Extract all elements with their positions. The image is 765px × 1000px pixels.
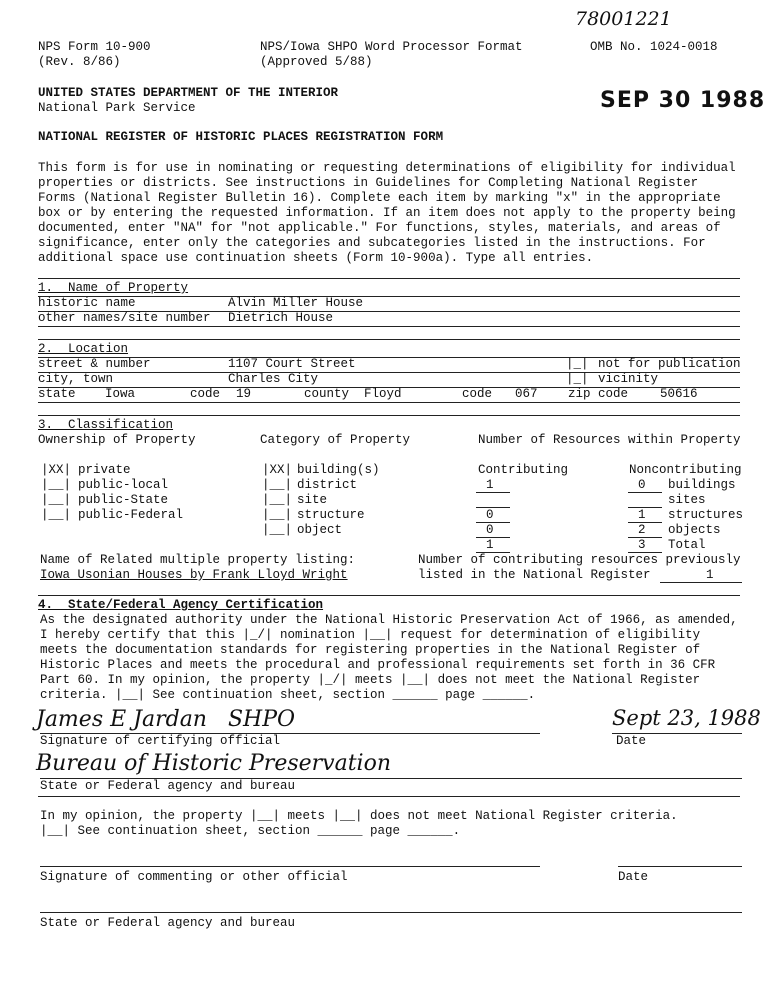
previously-listed-value[interactable]: 1 [706, 568, 714, 582]
accession-number: 78001221 [575, 8, 672, 30]
opinion-line: In my opinion, the property |__| meets |__| does not meet National Register criteria. [40, 809, 678, 823]
divider [38, 326, 740, 327]
agency2-label: State or Federal agency and bureau [40, 916, 296, 930]
object-checkbox[interactable]: |__| [262, 523, 293, 537]
vicinity-label: vicinity [598, 372, 659, 386]
instructions-line: documented, enter "NA" for "not applicable." For functions, styles, materials, and areas of [38, 221, 721, 235]
instructions-line: box or by entering the requested information. If an item does not apply to the property being [38, 206, 736, 220]
divider [38, 415, 740, 416]
district-label: district [297, 478, 358, 492]
resources-label: Number of Resources within Property [478, 433, 741, 447]
date-label: Date [616, 734, 647, 748]
noncontributing-total[interactable]: 3 [638, 538, 646, 552]
signature-label: Signature of certifying official [40, 734, 281, 748]
historic-name-value[interactable]: Alvin Miller House [228, 296, 364, 310]
agency-handwritten: Bureau of Historic Preservation [36, 751, 391, 776]
contributing-buildings[interactable]: 1 [486, 478, 494, 492]
instructions-line: This form is for use in nominating or requesting determinations of eligibility for individual [38, 161, 736, 175]
public-federal-label: public-Federal [78, 508, 184, 522]
form-revision: (Rev. 8/86) [38, 55, 121, 69]
not-for-publication-label: not for publication [598, 357, 741, 371]
count-underline [628, 492, 662, 493]
form-title: NATIONAL REGISTER OF HISTORIC PLACES REGISTRATION FORM [38, 130, 444, 144]
contributing-objects[interactable]: 0 [486, 523, 494, 537]
other-names-value[interactable]: Dietrich House [228, 311, 334, 325]
certification-date: Sept 23, 1988 [612, 706, 761, 730]
section2-heading: 2. Location [38, 342, 129, 356]
divider [38, 595, 740, 596]
noncontributing-buildings[interactable]: 0 [638, 478, 646, 492]
category-label: Category of Property [260, 433, 411, 447]
contributing-header: Contributing [478, 463, 569, 477]
certification-line: Historic Places and meets the procedural and professional requirements set forth in 36 CFR [40, 658, 716, 672]
not-for-publication-checkbox[interactable]: |_| [566, 357, 589, 371]
historic-name-label: historic name [38, 296, 136, 310]
city-value[interactable]: Charles City [228, 372, 319, 386]
zip-label: zip code [568, 387, 629, 401]
county-value[interactable]: Floyd [364, 387, 402, 401]
state-value[interactable]: Iowa [105, 387, 136, 401]
divider [38, 296, 740, 297]
commenting-date-label: Date [618, 870, 649, 884]
noncontributing-structures[interactable]: 1 [638, 508, 646, 522]
section4-heading: 4. State/Federal Agency Certification [38, 598, 324, 612]
instructions-line: additional space use continuation sheets (Form 10-900a). Type all entries. [38, 251, 594, 265]
buildings-label: building(s) [297, 463, 380, 477]
date-line [618, 866, 742, 867]
related-listing-label: Name of Related multiple property listing: [40, 553, 356, 567]
public-state-checkbox[interactable]: |__| [41, 493, 72, 507]
previously-listed-label: Number of contributing resources previously [418, 553, 741, 567]
buildings-checkbox[interactable]: |XX| [262, 463, 293, 477]
structure-checkbox[interactable]: |__| [262, 508, 293, 522]
state-code-value[interactable]: 19 [236, 387, 252, 401]
private-label: private [78, 463, 131, 477]
service-name: National Park Service [38, 101, 196, 115]
zip-value[interactable]: 50616 [660, 387, 698, 401]
street-label: street & number [38, 357, 151, 371]
public-federal-checkbox[interactable]: |__| [41, 508, 72, 522]
form-number: NPS Form 10-900 [38, 40, 151, 54]
public-state-label: public-State [78, 493, 169, 507]
form-format: NPS/Iowa SHPO Word Processor Format [260, 40, 523, 54]
state-code-label: code [190, 387, 221, 401]
vicinity-checkbox[interactable]: |_| [566, 372, 589, 386]
state-label: state [38, 387, 76, 401]
public-local-checkbox[interactable]: |__| [41, 478, 72, 492]
county-label: county [304, 387, 350, 401]
related-listing-value[interactable]: Iowa Usonian Houses by Frank Lloyd Wright [40, 568, 348, 582]
public-local-label: public-local [78, 478, 169, 492]
site-checkbox[interactable]: |__| [262, 493, 293, 507]
instructions-line: properties or districts. See instructions in Guidelines for Completing National Register [38, 176, 699, 190]
ownership-label: Ownership of Property [38, 433, 196, 447]
count-underline [476, 492, 510, 493]
count-underline [660, 582, 742, 583]
county-code-label: code [462, 387, 493, 401]
department-name: UNITED STATES DEPARTMENT OF THE INTERIOR [38, 86, 339, 100]
structure-label: structure [297, 508, 365, 522]
certification-line: criteria. |__| See continuation sheet, section ______ page ______. [40, 688, 536, 702]
resource-type: buildings [668, 478, 736, 492]
certification-line: I hereby certify that this |_/| nomination |__| request for determination of eligibility [40, 628, 701, 642]
received-date-stamp: SEP 30 1988 [600, 88, 765, 113]
site-label: site [297, 493, 328, 507]
divider [38, 278, 740, 279]
noncontributing-objects[interactable]: 2 [638, 523, 646, 537]
form-approved: (Approved 5/88) [260, 55, 373, 69]
commenting-signature-label: Signature of commenting or other official [40, 870, 348, 884]
certification-line: Part 60. In my opinion, the property |_/| meets |__| does not meet the National Register [40, 673, 701, 687]
other-names-label: other names/site number [38, 311, 211, 325]
resource-type: objects [668, 523, 721, 537]
divider [38, 402, 740, 403]
contributing-total[interactable]: 1 [486, 538, 494, 552]
opinion-line: |__| See continuation sheet, section ______ page ______. [40, 824, 461, 838]
city-label: city, town [38, 372, 114, 386]
divider [38, 796, 740, 797]
instructions-line: Forms (National Register Bulletin 16). Complete each item by marking "x" in the appropriate [38, 191, 721, 205]
agency-label: State or Federal agency and bureau [40, 779, 296, 793]
object-label: object [297, 523, 343, 537]
county-code-value[interactable]: 067 [515, 387, 538, 401]
resource-type: sites [668, 493, 706, 507]
divider [38, 339, 740, 340]
noncontributing-header: Noncontributing [629, 463, 742, 477]
certification-line: meets the documentation standards for registering properties in the National Register of [40, 643, 701, 657]
previously-listed-label-2: listed in the National Register [418, 568, 651, 582]
resource-type: Total [668, 538, 706, 552]
resource-type: structures [668, 508, 744, 522]
signature-line [40, 866, 540, 867]
certifying-signature: James E Jardan SHPO [36, 707, 296, 732]
agency-line [40, 912, 742, 913]
instructions-line: significance, enter only the categories and subcategories listed in the instructions. For [38, 236, 706, 250]
certification-line: As the designated authority under the National Historic Preservation Act of 1966, as amended, [40, 613, 738, 627]
section1-heading: 1. Name of Property [38, 281, 189, 295]
district-checkbox[interactable]: |__| [262, 478, 293, 492]
street-value[interactable]: 1107 Court Street [228, 357, 356, 371]
omb-number: OMB No. 1024-0018 [590, 40, 718, 54]
private-checkbox[interactable]: |XX| [41, 463, 72, 477]
section3-heading: 3. Classification [38, 418, 174, 432]
contributing-structures[interactable]: 0 [486, 508, 494, 522]
